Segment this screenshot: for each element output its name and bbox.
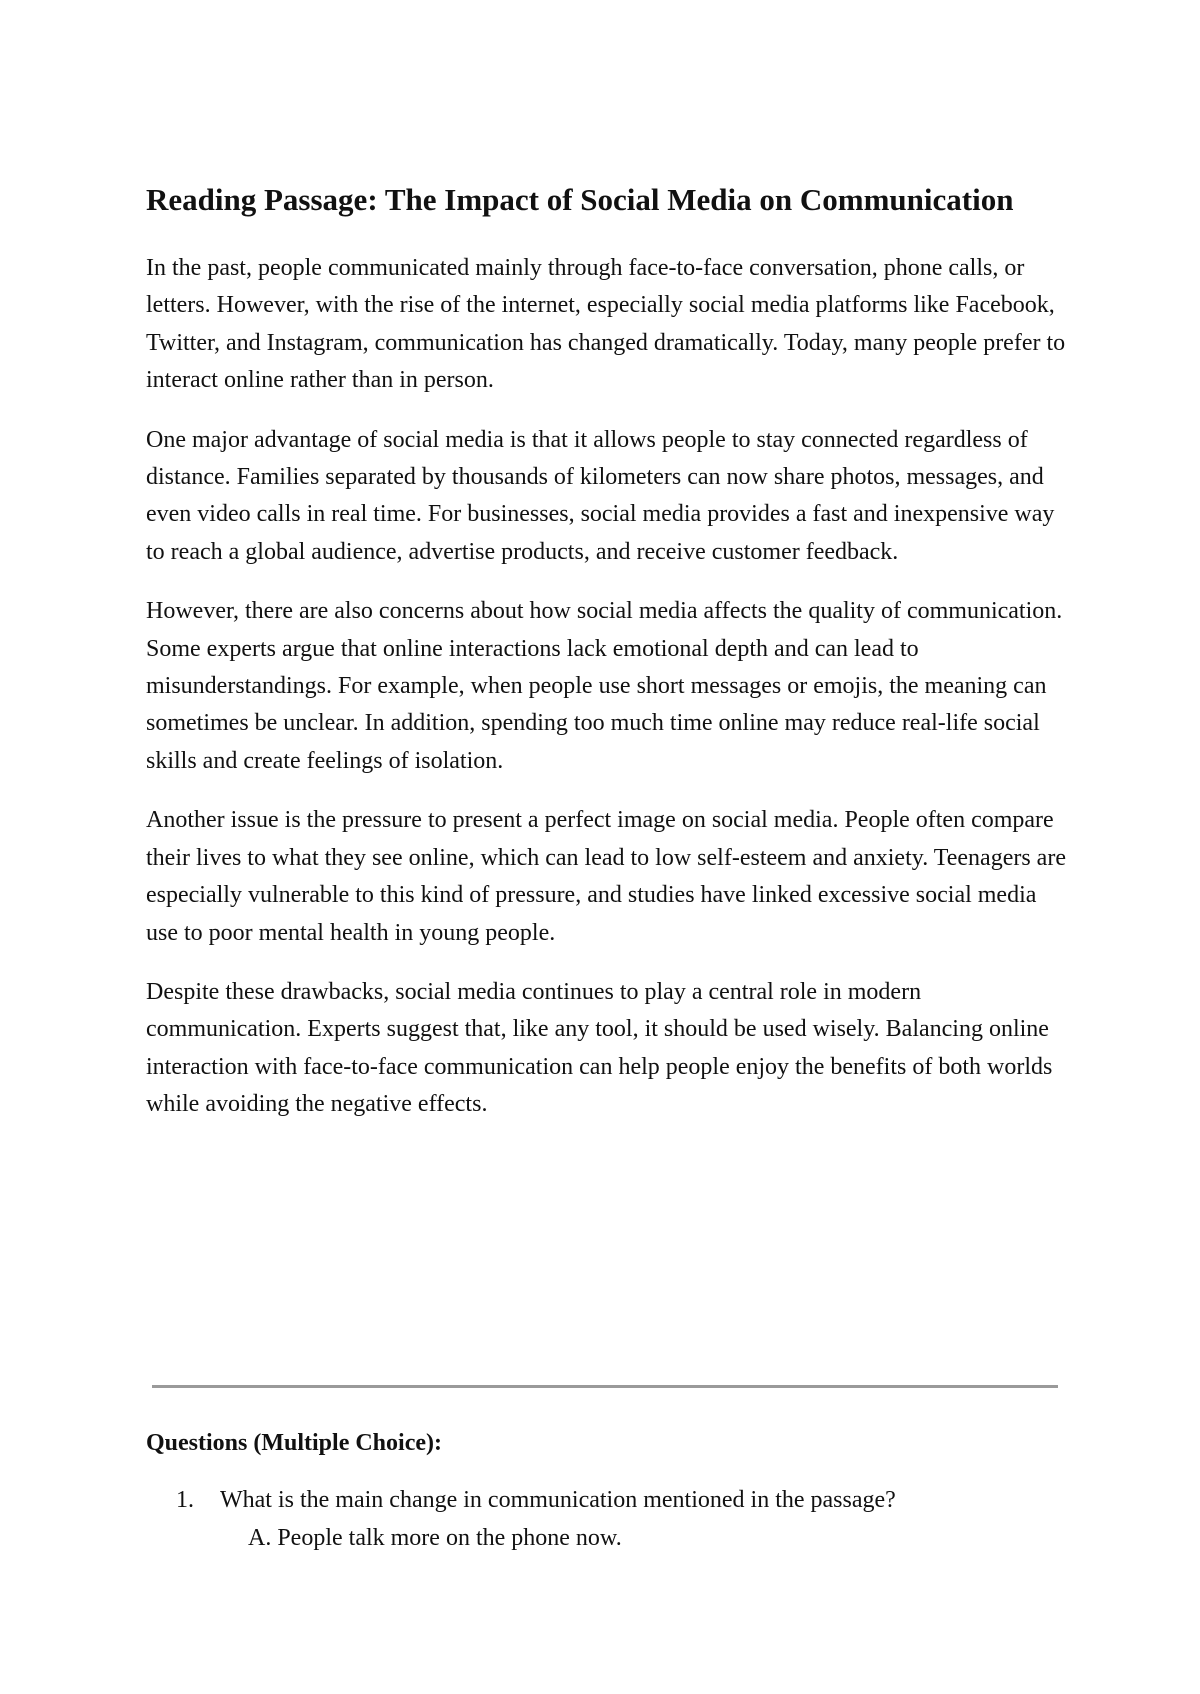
passage-paragraph-5: Despite these drawbacks, social media continues to play a central role in modern communication. Experts suggest that, like any tool, it should be used wisely. Balancing online interaction with face-to-face communication can help people enjoy the benefits of both worlds while avoiding the negative effects. — [146, 978, 1053, 1118]
question-text: What is the main change in communication mentioned in the passage? — [220, 1487, 896, 1513]
passage-paragraph-1: In the past, people communicated mainly through face-to-face conversation, phone calls, or letters. However, with the rise of the internet, especially social media platforms like Facebook, Twitter, and Instagram, communication has changed dramatically. Today, many people prefer to interact online rather than in person. — [146, 255, 1066, 394]
question-body — [220, 1481, 1066, 1557]
passage-paragraph-2: One major advantage of social media is that it allows people to stay connected regardless of distance. Families separated by thousands of kilometers can now share photos, messages, and even video calls in real time. For businesses, social media provides a fast and inexpensive way to reach a global audience, advertise products, and receive customer feedback. — [146, 426, 1055, 565]
reading-passage — [146, 178, 1066, 1146]
passage-paragraph-4: Another issue is the pressure to present a perfect image on social media. People often compare their lives to what they see online, which can lead to low self-esteem and anxiety. Teenagers are especially vulnerable to this kind of pressure, and studies have linked excessive social media use to poor mental health in young people. — [146, 807, 1066, 946]
questions-section — [146, 1425, 1066, 1557]
passage-paragraph-3: However, there are also concerns about how social media affects the quality of communication. Some experts argue that online interactions lack emotional depth and can lead to misunderstandings. For example, when people use short messages or emojis, the meaning can sometimes be unclear. In addition, spending too much time online may reduce real-life social skills and create feelings of isolation. — [146, 598, 1063, 774]
page-title: Reading Passage: The Impact of Social Media on Communication — [146, 182, 1014, 217]
section-divider — [152, 1385, 1058, 1388]
question-number: 1. — [176, 1487, 194, 1513]
answer-option-a: A. People talk more on the phone now. — [248, 1525, 622, 1551]
questions-heading: Questions (Multiple Choice): — [146, 1430, 442, 1456]
question-item — [176, 1481, 1066, 1557]
